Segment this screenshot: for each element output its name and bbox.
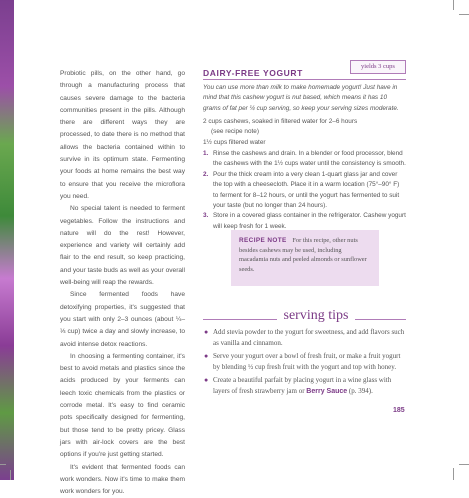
step-text: Rinse the cashews and drain. In a blender or food processor, blend the cashews with the 1½ cups water until the consistency is smooth. <box>213 150 406 167</box>
ingredient-item: 2 cups cashews, soaked in filtered water for 2–6 hours <box>203 117 406 127</box>
bullet-icon: ● <box>204 351 208 362</box>
body-paragraph: No special talent is needed to ferment vegetables. Follow the instructions and nature will do the rest! However, experience and variety will certainly add flair to the end result, so keep practicing, and your taste buds as well as your overall well-being will reap the rewards. <box>60 203 185 289</box>
body-paragraph: Since fermented foods have detoxifying properties, it's suggested that you start with only 2–3 ounces (about ¼–⅓ cup) twice a day and slowly increase, to avoid intense detox reactions. <box>60 289 185 350</box>
body-paragraph: Probiotic pills, on the other hand, go through a manufacturing process that causes severe damage to the bacteria communities present in the pills. Although there are different ways they are processed, to date there is no method that allows the bacteria contained within to survive in its optimum state. Fermenting your foods at home remains the best way to ensure that you receive the microflora you need. <box>60 68 185 203</box>
body-text-column <box>60 68 185 498</box>
step-text: Store in a covered glass container in the refrigerator. Cashew yogurt will keep fresh for 1 week. <box>213 212 406 229</box>
tip-item <box>203 351 406 372</box>
bullet-icon: ● <box>204 327 208 338</box>
tip-text: Create a beautiful parfait by placing yogurt in a wine glass with layers of fresh strawberry jam or <box>213 376 391 395</box>
crop-mark <box>0 464 6 465</box>
berry-sauce-link[interactable]: Berry Sauce <box>306 388 347 395</box>
crop-mark <box>459 14 469 15</box>
ingredient-item: 1½ cups filtered water <box>203 138 406 148</box>
step-number: 2. <box>203 170 208 180</box>
recipe-step <box>203 149 406 170</box>
body-paragraph: It's evident that fermented foods can work wonders. Now it's time to make them work wonders for you. <box>60 462 185 498</box>
ingredient-list <box>203 117 406 148</box>
tip-text: Serve your yogurt over a bowl of fresh fruit, or make a fruit yogurt by blending ½ cup fresh fruit with the yogurt and top with honey. <box>213 352 400 371</box>
tip-text: Add stevia powder to the yogurt for sweetness, and add flavors such as vanilla and cinnamon. <box>213 328 404 347</box>
step-number: 3. <box>203 211 208 221</box>
recipe-intro: You can use more than milk to make homemade yogurt! Just have in mind that this cashew yogurt is nut based, which means it has 10 grams of fat per ¼ cup serving, so keep your serving sizes moderate. <box>203 83 406 114</box>
tips-divider-right <box>355 319 406 320</box>
crop-mark <box>459 464 469 465</box>
serving-tips-list <box>203 327 406 401</box>
side-photo-strip <box>0 0 14 480</box>
tip-text-tail: (p. 394). <box>347 387 373 395</box>
title-divider <box>203 79 406 80</box>
recipe-note-text: For this recipe, other nuts besides cashews may be used, including macadamia nuts and peeled almonds or sunflower seeds. <box>239 237 367 273</box>
body-paragraph: In choosing a fermenting container, it's best to avoid metals and plastics since the acids produced by your ferments can leech toxic chemicals from the plastics or corrode metal. It's easy to find ceramic pots specifically designed for fermenting, but those tend to be pretty pricey. Glass jars with air-lock covers are the best options if you're just getting started. <box>60 351 185 462</box>
recipe-note-box <box>231 230 379 286</box>
serving-tips-title: serving tips <box>279 308 353 324</box>
step-text: Pour the thick cream into a very clean 1-quart glass jar and cover the top with a cheesecloth. Place it in a warm location (75°–90° F) to ferment for 8–12 hours, or until the yogurt has fermented to suit your taste (but no longer than 24 hours). <box>213 171 399 209</box>
yield-badge: yields 3 cups <box>350 60 406 74</box>
ingredient-subnote: (see recipe note) <box>203 127 406 137</box>
crop-mark <box>10 470 11 480</box>
recipe-steps <box>203 149 406 232</box>
tips-divider-left <box>203 319 277 320</box>
bullet-icon: ● <box>204 375 208 386</box>
crop-mark <box>453 0 454 10</box>
page-number: 185 <box>393 407 405 414</box>
step-number: 1. <box>203 149 208 159</box>
crop-mark <box>453 468 454 480</box>
recipe-note-label: RECIPE NOTE <box>239 237 287 244</box>
recipe-step <box>203 170 406 212</box>
tip-item <box>203 327 406 348</box>
tip-item <box>203 375 406 397</box>
recipe-title: DAIRY-FREE YOGURT <box>203 68 303 78</box>
